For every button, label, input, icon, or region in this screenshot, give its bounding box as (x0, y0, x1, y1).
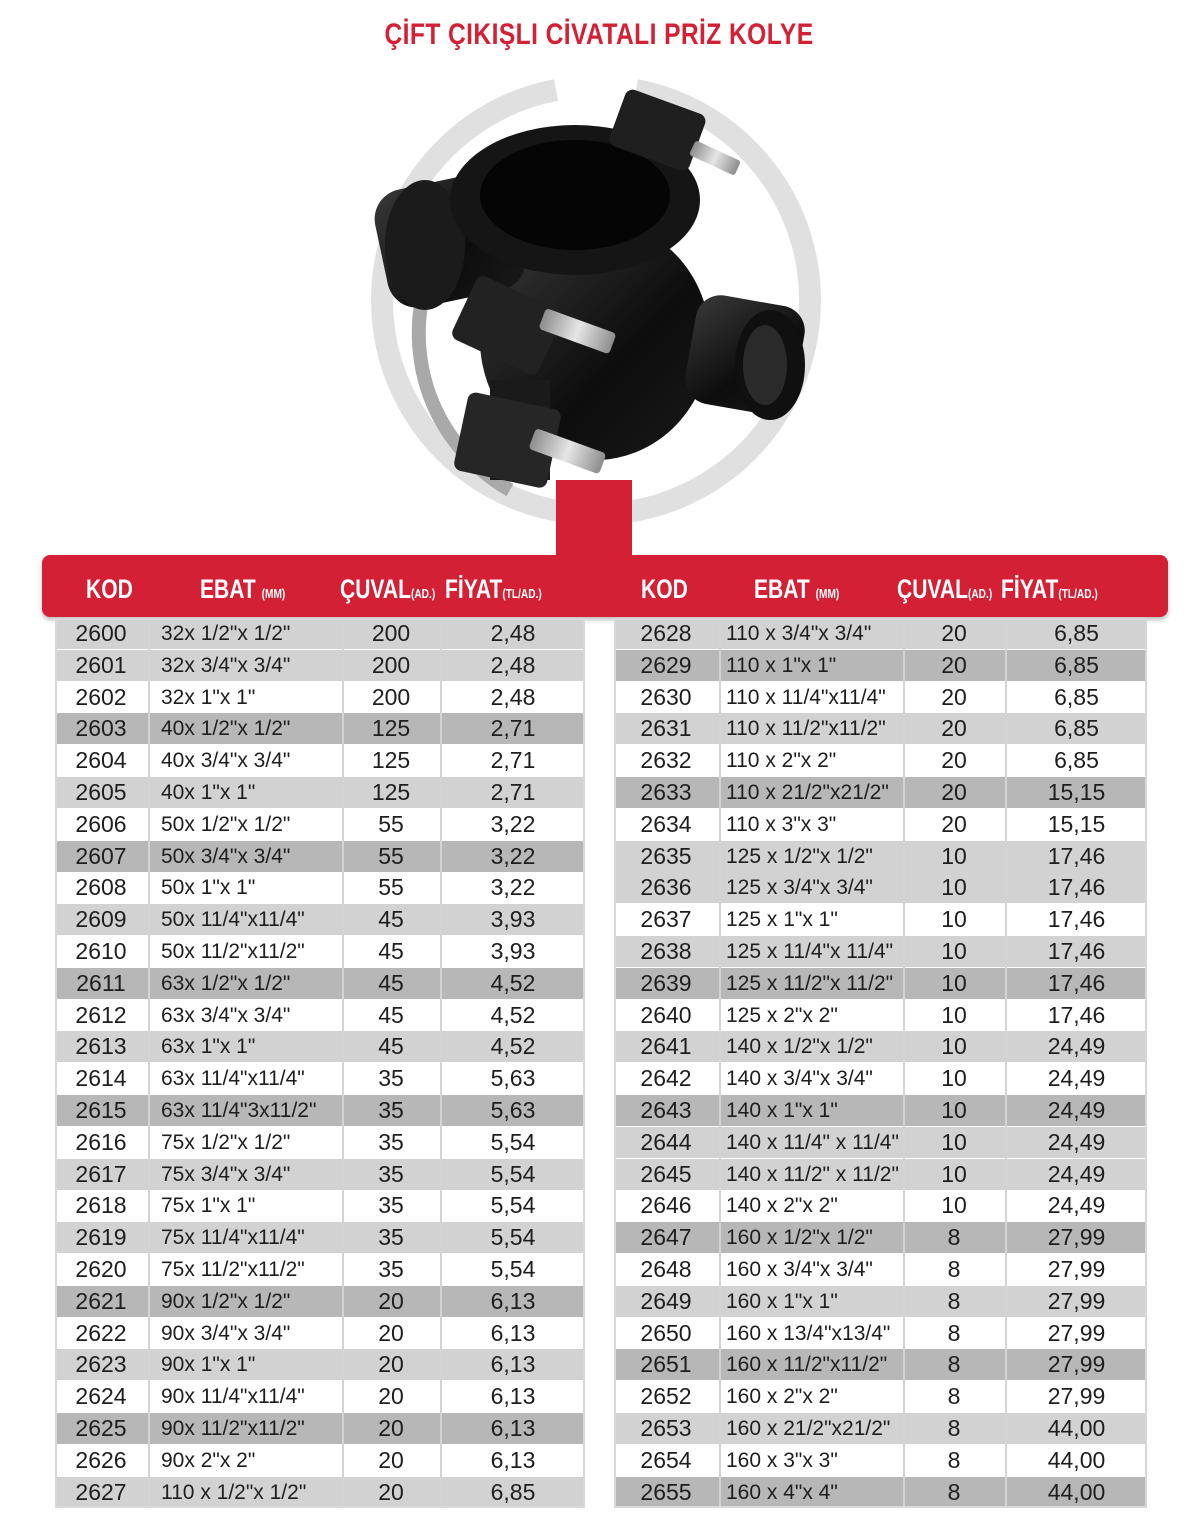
cell-ebat: 110 x 11/2"x11/2" (726, 717, 886, 741)
cell-cuval: 10 (941, 938, 967, 964)
cell-fiyat: 2,71 (490, 715, 536, 742)
cell-ebat: 160 x 4"x 4" (726, 1480, 838, 1504)
cell-cuval: 125 (371, 747, 411, 774)
cell-fiyat: 3,93 (490, 938, 536, 964)
cell-cuval: 200 (371, 683, 411, 710)
cell-cuval: 10 (941, 1033, 967, 1060)
cell-cuval: 45 (378, 938, 404, 964)
cell-fiyat: 24,49 (1047, 1160, 1106, 1187)
cell-kod: 2634 (640, 810, 692, 837)
cell-cuval: 20 (378, 1319, 404, 1346)
cell-ebat: 63x 3/4"x 3/4" (161, 1003, 291, 1027)
cell-cuval: 20 (941, 715, 967, 742)
cell-ebat: 160 x 2"x 2" (726, 1385, 838, 1409)
cell-kod: 2636 (640, 874, 692, 901)
cell-kod: 2614 (75, 1065, 127, 1092)
cell-kod: 2638 (640, 938, 692, 964)
cell-fiyat: 44,00 (1047, 1446, 1106, 1473)
cell-cuval: 20 (941, 620, 967, 646)
cell-ebat: 32x 3/4"x 3/4" (161, 653, 291, 677)
cell-fiyat: 27,99 (1047, 1319, 1106, 1346)
cell-ebat: 75x 1/2"x 1/2" (161, 1130, 291, 1154)
cell-kod: 2601 (75, 651, 127, 678)
cell-ebat: 50x 1/2"x 1/2" (161, 812, 291, 836)
cell-fiyat: 17,46 (1047, 906, 1106, 933)
cell-fiyat: 6,13 (490, 1415, 536, 1441)
cell-ebat: 125 x 11/2"x 11/2" (726, 971, 894, 995)
cell-fiyat: 4,52 (490, 1001, 536, 1028)
cell-fiyat: 27,99 (1047, 1287, 1106, 1314)
cell-ebat: 160 x 3"x 3" (726, 1448, 838, 1472)
cell-fiyat: 3,22 (490, 810, 536, 837)
cell-ebat: 110 x 21/2"x21/2" (726, 781, 889, 804)
cell-kod: 2622 (75, 1319, 127, 1346)
cell-cuval: 125 (371, 779, 411, 805)
cell-cuval: 10 (941, 969, 967, 996)
cell-fiyat: 6,13 (490, 1383, 536, 1410)
cell-cuval: 8 (947, 1383, 961, 1410)
table-border (614, 618, 1147, 1508)
cell-kod: 2602 (75, 683, 127, 710)
cell-kod: 2616 (75, 1128, 127, 1155)
cell-fiyat: 5,63 (490, 1065, 536, 1092)
cell-ebat: 110 x 1"x 1" (726, 653, 837, 677)
cell-kod: 2619 (75, 1224, 127, 1251)
cell-fiyat: 2,71 (490, 747, 536, 774)
cell-ebat: 50x 11/4"x11/4" (161, 908, 305, 932)
cell-fiyat: 24,49 (1047, 1033, 1106, 1060)
cell-kod: 2626 (75, 1446, 127, 1473)
cell-cuval: 8 (947, 1415, 961, 1441)
cell-kod: 2641 (640, 1033, 692, 1060)
cell-fiyat: 6,85 (1054, 715, 1099, 742)
cell-fiyat: 24,49 (1047, 1097, 1106, 1123)
cell-fiyat: 3,22 (490, 874, 536, 901)
cell-kod: 2621 (75, 1287, 127, 1314)
cell-fiyat: 4,52 (490, 969, 536, 996)
cell-kod: 2637 (640, 906, 692, 933)
cell-fiyat: 4,52 (490, 1033, 536, 1060)
cell-fiyat: 5,54 (490, 1160, 536, 1187)
cell-ebat: 160 x 1/2"x 1/2" (726, 1226, 873, 1250)
cell-kod: 2623 (75, 1351, 127, 1378)
price-table-left (55, 618, 585, 1508)
cell-kod: 2609 (75, 906, 127, 933)
cell-kod: 2654 (640, 1446, 692, 1473)
cell-kod: 2643 (640, 1097, 692, 1123)
cell-fiyat: 6,85 (1054, 683, 1099, 710)
cell-ebat: 140 x 3/4"x 3/4" (726, 1067, 873, 1091)
cell-ebat: 160 x 21/2"x21/2" (726, 1417, 891, 1440)
cell-cuval: 8 (947, 1287, 961, 1314)
cell-kod: 2652 (640, 1383, 692, 1410)
cell-kod: 2600 (75, 620, 127, 646)
cell-ebat: 75x 11/2"x11/2" (161, 1258, 305, 1281)
cell-cuval: 35 (378, 1256, 404, 1282)
cell-kod: 2653 (640, 1415, 692, 1441)
cell-kod: 2655 (640, 1478, 692, 1505)
cell-cuval: 20 (378, 1446, 404, 1473)
cell-cuval: 45 (378, 969, 404, 996)
cell-cuval: 35 (378, 1224, 404, 1251)
cell-cuval: 8 (947, 1224, 961, 1251)
cell-ebat: 140 x 11/4" x 11/4" (726, 1130, 899, 1154)
cell-fiyat: 6,85 (490, 1478, 536, 1505)
cell-ebat: 63x 11/4"x11/4" (161, 1067, 305, 1091)
cell-cuval: 200 (371, 651, 411, 678)
cell-ebat: 63x 11/4"3x11/2" (161, 1099, 317, 1122)
cell-ebat: 90x 1"x 1" (161, 1353, 256, 1377)
cell-cuval: 8 (947, 1256, 961, 1282)
cell-kod: 2607 (75, 842, 127, 869)
cell-ebat: 140 x 11/2" x 11/2" (726, 1162, 899, 1186)
cell-cuval: 8 (947, 1351, 961, 1378)
cell-fiyat: 6,13 (490, 1287, 536, 1314)
cell-kod: 2648 (640, 1256, 692, 1282)
cell-ebat: 40x 3/4"x 3/4" (161, 749, 291, 773)
cell-kod: 2633 (640, 779, 692, 805)
cell-kod: 2618 (75, 1192, 127, 1219)
cell-fiyat: 17,46 (1047, 1001, 1106, 1028)
cell-cuval: 20 (378, 1478, 404, 1505)
cell-kod: 2627 (75, 1478, 127, 1505)
cell-fiyat: 6,13 (490, 1446, 536, 1473)
cell-cuval: 35 (378, 1160, 404, 1187)
cell-ebat: 140 x 1"x 1" (726, 1099, 838, 1122)
cell-ebat: 125 x 11/4"x 11/4" (726, 940, 894, 963)
cell-ebat: 125 x 2"x 2" (726, 1003, 838, 1027)
cell-kod: 2645 (640, 1160, 692, 1187)
cell-kod: 2650 (640, 1319, 692, 1346)
cell-kod: 2613 (75, 1033, 127, 1060)
cell-kod: 2629 (640, 651, 692, 678)
cell-cuval: 8 (947, 1478, 961, 1505)
cell-fiyat: 6,85 (1054, 747, 1099, 774)
cell-cuval: 8 (947, 1319, 961, 1346)
cell-fiyat: 15,15 (1047, 779, 1106, 805)
cell-ebat: 50x 1"x 1" (161, 876, 256, 900)
cell-cuval: 35 (378, 1192, 404, 1219)
cell-kod: 2630 (640, 683, 692, 710)
cell-cuval: 10 (941, 1160, 967, 1187)
header-fiyat-left: FİYAT(TL/AD.) (445, 574, 542, 604)
cell-cuval: 8 (947, 1446, 961, 1473)
cell-cuval: 125 (371, 715, 411, 742)
cell-ebat: 110 x 3/4"x 3/4" (726, 622, 872, 645)
cell-fiyat: 27,99 (1047, 1383, 1106, 1410)
cell-ebat: 160 x 1"x 1" (726, 1289, 838, 1313)
cell-fiyat: 2,48 (490, 683, 536, 710)
cell-cuval: 10 (941, 1001, 967, 1028)
cell-cuval: 45 (378, 1033, 404, 1060)
cell-cuval: 55 (378, 842, 404, 869)
cell-kod: 2624 (75, 1383, 127, 1410)
cell-fiyat: 24,49 (1047, 1192, 1106, 1219)
cell-ebat: 125 x 1/2"x 1/2" (726, 844, 873, 868)
cell-ebat: 160 x 3/4"x 3/4" (726, 1258, 873, 1281)
cell-fiyat: 17,46 (1047, 938, 1106, 964)
cell-kod: 2612 (75, 1001, 127, 1028)
cell-fiyat: 6,85 (1054, 651, 1099, 678)
cell-kod: 2628 (640, 620, 692, 646)
header-fiyat-right: FİYAT(TL/AD.) (1001, 574, 1098, 604)
header-kod-left: KOD (86, 574, 133, 604)
cell-kod: 2635 (640, 842, 692, 869)
cell-ebat: 140 x 2"x 2" (726, 1194, 838, 1218)
cell-ebat: 110 x 3"x 3" (726, 812, 837, 836)
cell-ebat: 50x 11/2"x11/2" (161, 940, 305, 963)
cell-ebat: 63x 1/2"x 1/2" (161, 971, 291, 995)
cell-ebat: 75x 1"x 1" (161, 1194, 256, 1218)
cell-cuval: 10 (941, 1192, 967, 1219)
cell-cuval: 20 (378, 1383, 404, 1410)
cell-fiyat: 3,22 (490, 842, 536, 869)
cell-kod: 2649 (640, 1287, 692, 1314)
cell-cuval: 35 (378, 1065, 404, 1092)
cell-kod: 2651 (640, 1351, 692, 1378)
cell-fiyat: 24,49 (1047, 1128, 1106, 1155)
cell-fiyat: 15,15 (1047, 810, 1106, 837)
header-connector (556, 480, 632, 560)
cell-fiyat: 27,99 (1047, 1351, 1106, 1378)
cell-kod: 2632 (640, 747, 692, 774)
header-cuval-left: ÇUVAL(AD.) (340, 574, 436, 604)
cell-ebat: 90x 3/4"x 3/4" (161, 1321, 291, 1345)
cell-kod: 2606 (75, 810, 127, 837)
cell-kod: 2620 (75, 1256, 127, 1282)
cell-ebat: 75x 3/4"x 3/4" (161, 1162, 291, 1186)
cell-kod: 2610 (75, 938, 127, 964)
cell-ebat: 90x 2"x 2" (161, 1448, 256, 1472)
cell-fiyat: 44,00 (1047, 1415, 1106, 1441)
cell-kod: 2625 (75, 1415, 127, 1441)
cell-kod: 2617 (75, 1160, 127, 1187)
cell-kod: 2608 (75, 874, 127, 901)
cell-kod: 2639 (640, 969, 692, 996)
cell-ebat: 40x 1"x 1" (161, 781, 256, 804)
cell-cuval: 10 (941, 874, 967, 901)
cell-fiyat: 27,99 (1047, 1256, 1106, 1282)
cell-kod: 2611 (76, 969, 126, 996)
header-ebat-left: EBAT (MM) (200, 574, 286, 604)
header-ebat-right: EBAT (MM) (754, 574, 840, 604)
cell-fiyat: 5,63 (490, 1097, 536, 1123)
header-cuval-right: ÇUVAL(AD.) (897, 574, 993, 604)
cell-ebat: 32x 1/2"x 1/2" (161, 622, 291, 645)
cell-kod: 2605 (75, 779, 127, 805)
cell-ebat: 75x 11/4"x11/4" (161, 1226, 305, 1250)
cell-fiyat: 44,00 (1047, 1478, 1106, 1505)
cell-fiyat: 6,13 (490, 1351, 536, 1378)
cell-kod: 2615 (75, 1097, 127, 1123)
price-table-right (614, 618, 1147, 1508)
cell-ebat: 63x 1"x 1" (161, 1035, 256, 1059)
cell-cuval: 45 (378, 1001, 404, 1028)
cell-fiyat: 6,85 (1054, 620, 1099, 646)
cell-ebat: 160 x 13/4"x13/4" (726, 1321, 891, 1345)
cell-fiyat: 5,54 (490, 1224, 536, 1251)
cell-fiyat: 5,54 (490, 1128, 536, 1155)
cell-cuval: 10 (941, 1128, 967, 1155)
cell-ebat: 32x 1"x 1" (161, 685, 256, 709)
table-border (55, 618, 585, 1508)
cell-fiyat: 27,99 (1047, 1224, 1106, 1251)
cell-kod: 2604 (75, 747, 127, 774)
cell-cuval: 20 (378, 1351, 404, 1378)
cell-kod: 2646 (640, 1192, 692, 1219)
cell-ebat: 50x 3/4"x 3/4" (161, 844, 291, 868)
cell-cuval: 55 (378, 874, 404, 901)
cell-cuval: 35 (378, 1128, 404, 1155)
cell-fiyat: 17,46 (1047, 969, 1106, 996)
cell-ebat: 90x 11/4"x11/4" (161, 1385, 305, 1409)
cell-cuval: 20 (941, 651, 967, 678)
cell-fiyat: 5,54 (490, 1256, 536, 1282)
cell-fiyat: 17,46 (1047, 842, 1106, 869)
cell-kod: 2640 (640, 1001, 692, 1028)
cell-cuval: 20 (378, 1287, 404, 1314)
cell-cuval: 20 (378, 1415, 404, 1441)
cell-ebat: 160 x 11/2"x11/2" (726, 1353, 888, 1377)
cell-fiyat: 3,93 (490, 906, 536, 933)
cell-fiyat: 2,48 (490, 620, 536, 646)
cell-ebat: 110 x 11/4"x11/4" (726, 685, 886, 709)
cell-ebat: 125 x 1"x 1" (726, 908, 838, 932)
cell-ebat: 90x 1/2"x 1/2" (161, 1289, 291, 1313)
cell-ebat: 90x 11/2"x11/2" (161, 1417, 305, 1440)
cell-cuval: 10 (941, 842, 967, 869)
cell-ebat: 110 x 1/2"x 1/2" (161, 1480, 307, 1504)
cell-fiyat: 17,46 (1047, 874, 1106, 901)
cell-fiyat: 5,54 (490, 1192, 536, 1219)
cell-fiyat: 6,13 (490, 1319, 536, 1346)
cell-fiyat: 2,71 (490, 779, 536, 805)
cell-cuval: 20 (941, 683, 967, 710)
cell-ebat: 40x 1/2"x 1/2" (161, 717, 291, 741)
cell-cuval: 200 (371, 620, 411, 646)
cell-cuval: 20 (941, 779, 967, 805)
cell-cuval: 20 (941, 810, 967, 837)
cell-kod: 2644 (640, 1128, 692, 1155)
cell-cuval: 55 (378, 810, 404, 837)
cell-fiyat: 2,48 (490, 651, 536, 678)
cell-kod: 2603 (75, 715, 127, 742)
page-title: ÇİFT ÇIKIŞLI CİVATALI PRİZ KOLYE (384, 18, 814, 51)
cell-cuval: 45 (378, 906, 404, 933)
cell-cuval: 10 (941, 1097, 967, 1123)
cell-ebat: 125 x 3/4"x 3/4" (726, 876, 873, 900)
cell-ebat: 140 x 1/2"x 1/2" (726, 1035, 873, 1059)
cell-cuval: 10 (941, 1065, 967, 1092)
cell-kod: 2631 (640, 715, 692, 742)
cell-cuval: 20 (941, 747, 967, 774)
cell-ebat: 110 x 2"x 2" (726, 749, 837, 773)
cell-kod: 2647 (640, 1224, 692, 1251)
cell-cuval: 10 (941, 906, 967, 933)
cell-cuval: 35 (378, 1097, 404, 1123)
header-kod-right: KOD (641, 574, 688, 604)
cell-kod: 2642 (640, 1065, 692, 1092)
cell-fiyat: 24,49 (1047, 1065, 1106, 1092)
